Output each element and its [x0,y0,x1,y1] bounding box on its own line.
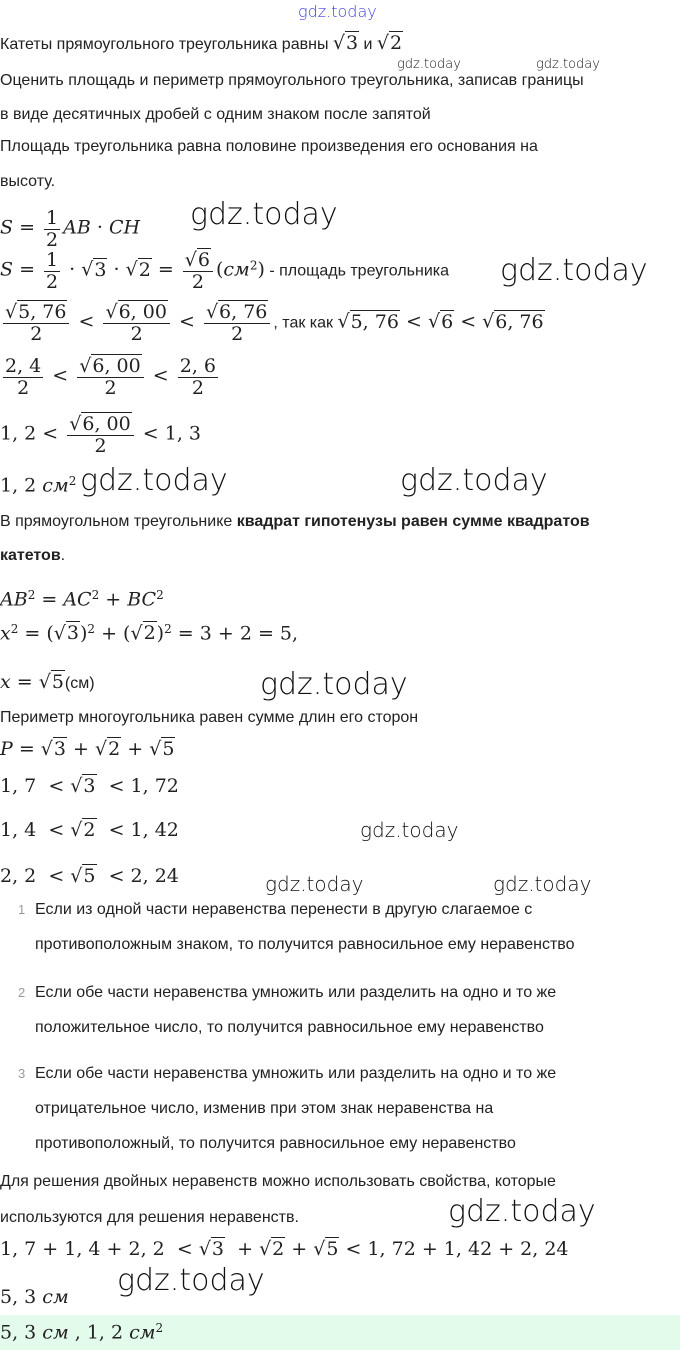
math-op: 1, 4 < [0,819,71,841]
text: Катеты прямоугольного треугольника равны [0,36,333,53]
fraction [3,302,69,345]
math-op: ) [156,622,165,645]
radicand: 3 [66,622,79,645]
sqrt [5,300,67,323]
rule-line: противоположным знаком, то получится равносильное ему неравенство [35,936,575,953]
sqrt [313,1237,339,1260]
fraction [67,414,133,457]
denominator: 2 [104,376,117,399]
math-var: см [42,1286,69,1308]
rule-number: 1 [18,902,26,917]
math-op: = ( [18,622,54,645]
math-op: < [454,310,483,333]
fraction [44,208,60,251]
math-var: CH [108,216,141,239]
radicand: 5 [162,738,175,760]
math-var: x [0,622,11,645]
sqrt [199,1237,225,1260]
text-line [0,513,590,531]
rule-item [18,1056,678,1161]
math-line [0,414,201,457]
math-var: AB [0,588,28,611]
numerator [183,250,213,272]
radical-sign: √ [482,310,495,333]
radical-sign: √ [69,413,82,435]
rule-item [18,975,678,1045]
superscript: 2 [91,588,100,602]
numerator [67,414,133,436]
text: (см) [64,675,95,692]
superscript: 2 [10,622,19,636]
math-line [0,32,403,54]
text-line: Для решения двойных неравенств можно использовать свойства, которые [0,1173,556,1190]
sqrt [482,310,544,333]
radical-sign: √ [376,32,390,54]
sqrt [149,737,175,760]
sqrt [79,354,141,377]
fraction [103,302,169,345]
math-var: S [0,216,14,239]
math-op: 1, 7 + 1, 4 + 2, 2 < [0,1238,199,1260]
math-op: = [13,216,42,239]
answer-box [0,1315,680,1350]
fraction [178,356,218,399]
math-op: · [107,258,126,281]
math-op: + [99,588,128,611]
math-op: , 1, 2 [68,1321,130,1344]
math-line [0,1238,569,1260]
radical-sign: √ [70,865,83,887]
radicand: 6, 00 [92,355,141,377]
math-var: см [223,258,250,281]
text: , так как [273,314,338,332]
math-var: см [129,1321,156,1344]
superscript: 2 [27,588,36,602]
answer-math [0,1321,163,1343]
text-line: Площадь треугольника равна половине произведения его основания на [0,138,538,155]
radicand: 2 [138,258,151,281]
bold-text: квадрат гипотенузы равен сумме квадратов [236,513,590,530]
math-op: = [13,258,42,281]
rule-text [35,1056,678,1161]
math-line [0,302,545,345]
text: В прямоугольном треугольнике [0,513,237,530]
radical-sign: √ [130,622,143,645]
text-line: используются для решения неравенств. [0,1209,299,1226]
radical-sign: √ [184,249,197,271]
watermark: gdz.today [298,2,377,21]
sqrt [185,248,211,271]
sqrt [70,818,96,841]
rule-line: Если обе части неравенства умножить или разделить на одно и то же [35,1065,557,1082]
math-op: 5, 3 [0,1321,43,1344]
radical-sign: √ [259,1238,272,1260]
sqrt [337,310,399,333]
math-op: < 2, 24 [96,865,179,887]
watermark: gdz.today [260,667,408,702]
watermark: gdz.today [536,57,600,72]
radical-sign: √ [125,258,138,281]
math-var: AB [63,216,91,239]
math-op: = [10,671,39,693]
text-line: в виде десятичных дробей с одним знаком после запятой [0,106,431,123]
math-op: < [399,310,428,333]
radicand: 5 [83,865,96,887]
radicand: 6, 00 [82,413,131,435]
radical-sign: √ [40,738,53,760]
text-line: Оценить площадь и периметр прямоугольного треугольника, записав границы [0,72,584,89]
rule-number: 2 [18,985,26,1000]
math-op: < [46,364,75,387]
radicand: 6, 00 [118,301,167,323]
watermark: gdz.today [80,463,228,498]
radicand: 6 [197,249,210,271]
sqrt [428,310,454,333]
superscript: 2 [164,622,172,636]
math-line [0,588,164,610]
radical-sign: √ [332,32,345,54]
math-op: = [35,588,64,611]
rule-text [35,892,678,962]
denominator: 2 [30,322,43,345]
radical-sign: √ [313,1238,326,1260]
math-op: 5, 3 [0,1286,43,1308]
watermark: gdz.today [397,57,461,72]
numerator: 1 [46,207,59,229]
radical-sign: √ [53,622,66,645]
math-op: = 3 + 2 = 5, [171,622,299,645]
math-line [0,775,179,797]
math-line [0,208,140,251]
denominator: 2 [94,434,107,457]
denominator: 2 [231,322,244,345]
math-op: ( [215,258,224,281]
sqrt [377,31,403,54]
math-op: = [12,738,41,760]
rule-number: 3 [18,1066,26,1081]
radical-sign: √ [70,819,83,841]
math-var: S [0,258,14,281]
rule-line: противоположный, то получится равносильное ему неравенство [35,1135,516,1152]
radicand: 2 [83,819,96,841]
radical-sign: √ [337,310,350,333]
sqrt [70,774,96,797]
rule-item [18,892,678,962]
radical-sign: √ [105,301,118,323]
numerator [103,302,169,324]
fraction [3,356,43,399]
sqrt [333,31,359,54]
math-op: < [72,310,101,333]
math-op: + [225,1238,260,1260]
denominator: 2 [46,270,59,293]
text: - площадь треугольника [264,262,450,280]
numerator: 2, 6 [179,355,216,377]
math-line [0,865,179,887]
watermark: gdz.today [190,197,338,232]
superscript: 2 [155,1321,164,1335]
math-op: ) [257,258,265,281]
radical-sign: √ [38,671,51,693]
sqrt [95,737,121,760]
math-var: x [0,671,11,693]
watermark: gdz.today [265,872,364,896]
math-op: < 1, 72 + 1, 42 + 2, 24 [339,1238,569,1260]
radicand: 3 [83,775,96,797]
rule-line: Если из одной части неравенства перенести в другую слагаемое с [35,901,533,918]
text: . [60,547,66,564]
radicand: 6, 76 [219,301,268,323]
radicand: 3 [53,738,66,760]
text-line: Периметр многоугольника равен сумме длин его сторон [0,709,419,726]
numerator [77,356,143,378]
sqrt [41,737,67,760]
sqrt [81,258,107,281]
math-op: 1, 2 < [0,422,65,445]
math-var: BC [127,588,157,611]
math-op: + [67,738,95,760]
math-op: 2, 2 < [0,865,71,887]
sqrt [39,670,65,693]
rule-line: Если обе части неравенства умножить или разделить на одно и то же [35,984,557,1001]
radicand: 3 [94,258,107,281]
math-op: < [146,364,175,387]
math-line [0,1286,69,1308]
sqrt [126,258,152,281]
radicand: 2 [390,32,403,54]
numerator [3,302,69,324]
radical-sign: √ [427,310,441,333]
sqrt [206,300,268,323]
superscript: 2 [68,474,77,488]
rule-line: отрицательное число, изменив при этом знак неравенства на [35,1100,494,1117]
math-op: · [90,216,109,239]
superscript: 2 [249,258,258,273]
sqrt [54,621,80,644]
math-op: ) [79,622,88,645]
text-line: высоту. [0,173,56,190]
math-op: · [63,258,82,281]
radicand: 5, 76 [350,310,399,333]
radical-sign: √ [149,738,162,760]
numerator: 1 [46,249,59,271]
fraction [204,302,270,345]
radical-sign: √ [198,1238,211,1260]
denominator: 2 [130,322,143,345]
math-var: AC [63,588,92,611]
radicand: 6 [441,310,454,333]
sqrt [105,300,167,323]
math-line [0,622,298,644]
denominator: 2 [17,376,30,399]
math-op: < 1, 72 [96,775,179,797]
radicand: 5 [326,1238,339,1260]
watermark: gdz.today [493,872,592,896]
radicand: 5, 76 [18,301,67,323]
math-line [0,250,449,293]
math-op: 1, 7 < [0,775,71,797]
fraction [77,356,143,399]
math-op: < [172,310,201,333]
math-var: см [42,1321,69,1344]
math-op: 1, 2 [0,474,43,497]
radical-sign: √ [5,301,18,323]
math-line [0,738,175,760]
radicand: 2 [143,622,156,645]
watermark: gdz.today [360,818,459,842]
rule-line: положительное число, то получится равносильное ему неравенство [35,1019,544,1036]
watermark: gdz.today [448,1194,596,1229]
radical-sign: √ [70,775,83,797]
math-line [0,671,95,693]
bold-text: катетов [0,547,61,564]
math-line [0,356,221,399]
radical-sign: √ [81,258,94,281]
math-op: + [121,738,150,760]
sqrt [259,1237,285,1260]
superscript: 2 [87,622,96,636]
radicand: 2 [108,738,121,760]
math-op: < 1, 42 [96,819,179,841]
denominator: 2 [46,228,59,251]
numerator: 2, 4 [5,355,42,377]
math-line [0,474,76,496]
rule-text [35,975,678,1045]
watermark: gdz.today [117,1263,265,1298]
math-var: см [42,474,69,497]
text-line [0,547,65,565]
sqrt [69,412,131,435]
math-op: + ( [95,622,131,645]
text: и [359,36,377,53]
radical-sign: √ [205,301,219,323]
superscript: 2 [156,588,164,602]
denominator: 2 [191,376,204,399]
radicand: 5 [51,671,64,693]
radicand: 3 [346,32,359,54]
math-op: = [151,258,180,281]
fraction [44,250,60,293]
radical-sign: √ [95,738,108,760]
math-var: P [0,738,13,760]
watermark: gdz.today [500,253,648,288]
sqrt [70,864,96,887]
sqrt [130,621,156,644]
numerator [204,302,270,324]
radicand: 6, 76 [495,310,544,333]
math-op: + [285,1238,314,1260]
fraction [183,250,213,293]
math-op: < 1, 3 [136,422,201,445]
radicand: 3 [211,1238,225,1260]
watermark: gdz.today [400,463,548,498]
radicand: 2 [272,1238,285,1260]
radical-sign: √ [79,355,92,377]
denominator: 2 [191,270,204,293]
math-line [0,819,179,841]
